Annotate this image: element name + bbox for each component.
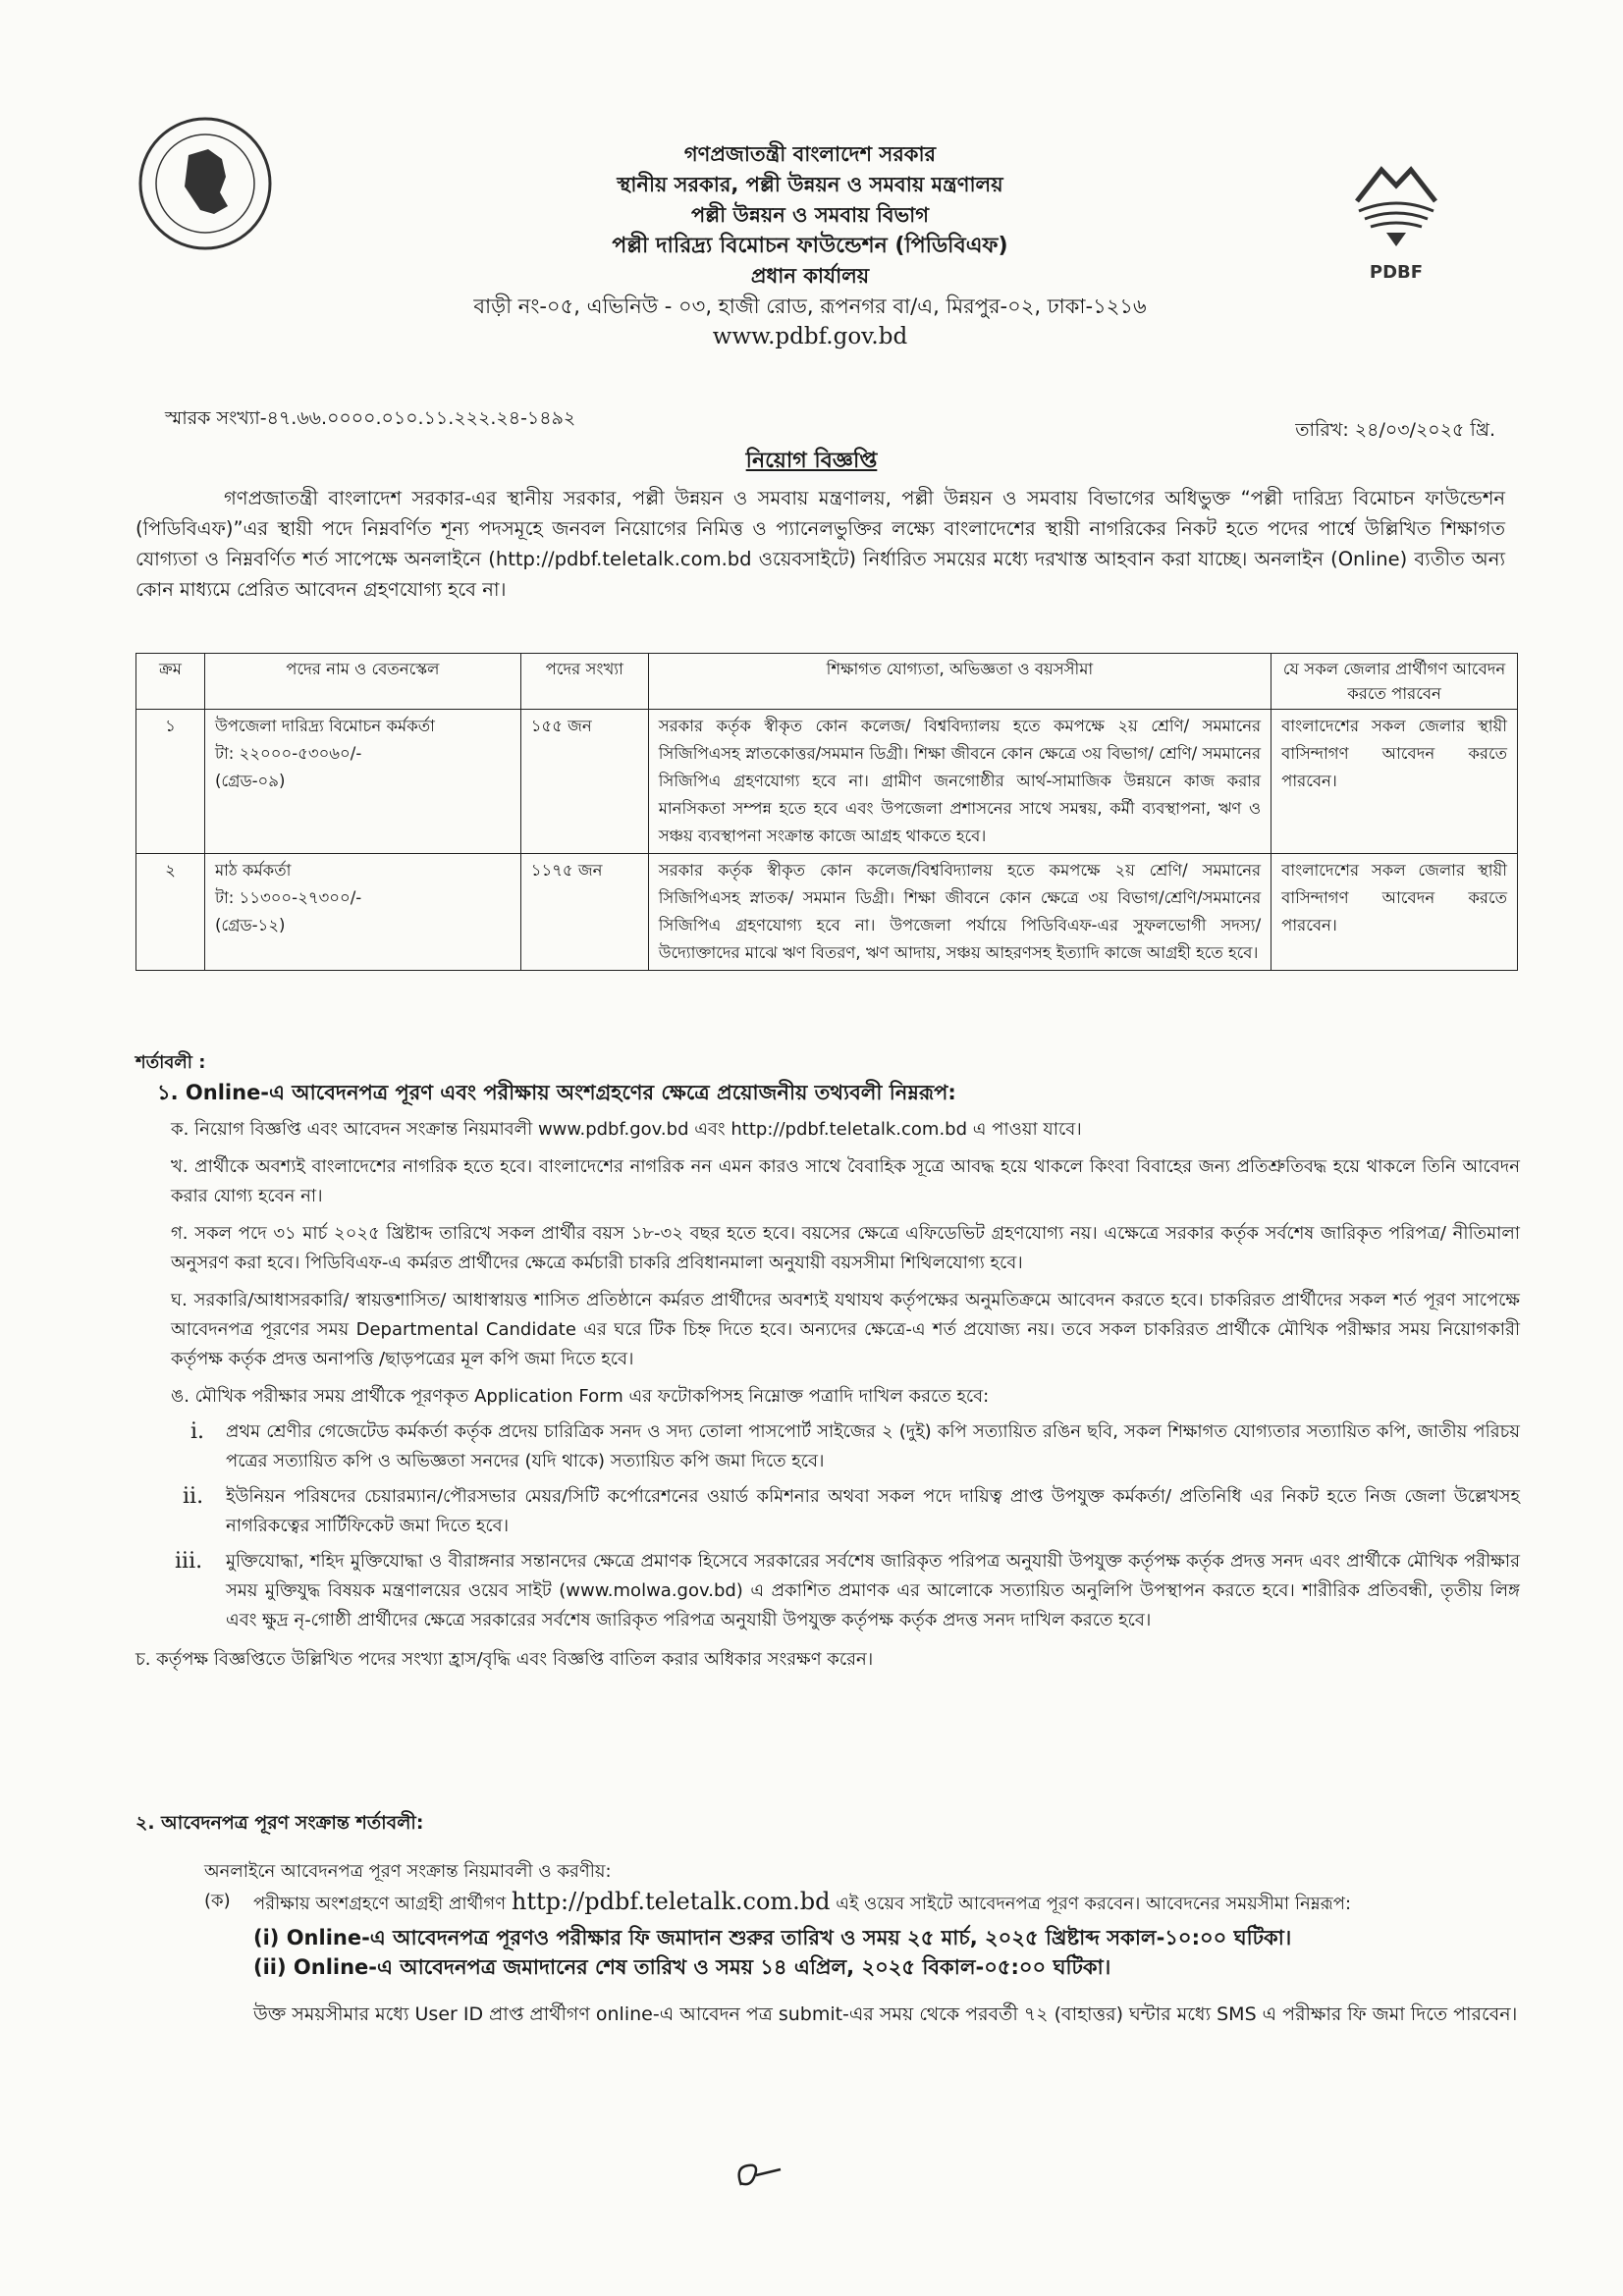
signature-mark-icon bbox=[727, 2148, 795, 2192]
pdbf-logo-text: PDBF bbox=[1369, 262, 1424, 283]
header-address: বাড়ী নং-০৫, এভিনিউ - ০৩, হাজী রোড, রূপনগর বা/এ, মিরপুর-০২, ঢাকা-১২১৬ bbox=[473, 294, 1147, 318]
col-qualification: শিক্ষাগত যোগ্যতা, অভিজ্ঞতা ও বয়সসীমা bbox=[648, 654, 1271, 710]
header-line-5: প্রধান কার্যালয় bbox=[750, 264, 870, 288]
post-name: মাঠ কর্মকর্তা bbox=[214, 861, 292, 880]
notice-date: তারিখ: ২৪/০৩/২০২৫ খ্রি. bbox=[1295, 419, 1495, 441]
deadline-start: (i) Online-এ আবেদনপত্র পূরণও পরীক্ষার ফি জমাদান শুরুর তারিখ ও সময় ২৫ মার্চ, ২০২৫ খ্রিষ্টাব্দ সকাল-১০:০০ ঘটিকা। bbox=[253, 1926, 1292, 1949]
teletalk-link[interactable]: http://pdbf.teletalk.com.bd bbox=[511, 1888, 831, 1915]
section-1 bbox=[135, 1078, 1520, 1675]
term-gha: ঘ. সরকারি/আধাসরকারি/ স্বায়ত্তশাসিত/ আধাস্বায়ত্ত শাসিত প্রতিষ্ঠানে কর্মরত প্রার্থীদের অবশ্যই যথাযথ কর্তৃপক্ষের অনুমতিক্রমে আবেদন করতে হবে। চাকরিরত প্রার্থীদের সকল শর্ত পূরণ সাপেক্ষে আবেদনপত্র পূরণের সময় Departmental Candidate এর ঘরে টিক চিহ্ন দিতে হবে। অন্যদের ক্ষেত্রে-এ শর্ত প্রযোজ্য নয়। তবে সকল চাকরিরত প্রার্থীকে মৌখিক পরীক্ষার সময় নিয়োগকারী কর্তৃপক্ষ কর্তৃক প্রদত্ত অনাপত্তি /ছাড়পত্রের মূল কপি জমা দিতে হবে। bbox=[171, 1290, 1520, 1369]
row-count: ১৫৫ জন bbox=[520, 710, 648, 854]
header-organization: পল্লী দারিদ্র্য বিমোচন ফাউন্ডেশন (পিডিবিএফ) bbox=[612, 234, 1008, 258]
section-2-heading: ২. আবেদনপত্র পূরণ সংক্রান্ত শর্তাবলী: bbox=[135, 1812, 424, 1834]
post-grade: (গ্রেড-০৯) bbox=[214, 772, 286, 790]
table-row bbox=[136, 854, 1518, 971]
pdbf-logo-icon bbox=[1337, 162, 1455, 285]
table-row bbox=[136, 710, 1518, 854]
term-ga: গ. সকল পদে ৩১ মার্চ ২০২৫ খ্রিষ্টাব্দ তারিখে সকল প্রার্থীর বয়স ১৮-৩২ বছর হতে হবে। বয়সের ক্ষেত্রে এফিডেভিট গ্রহণযোগ্য নয়। এক্ষেত্রে সরকার কর্তৃক সর্বশেষ জারিকৃত পরিপত্র/ নীতিমালা অনুসরণ করা হবে। পিডিবিএফ-এ কর্মরত প্রার্থীদের ক্ষেত্রে কর্মচারী চাকরি প্রবিধানমালা অনুযায়ী বয়সসীমা শিথিলযোগ্য হবে। bbox=[171, 1223, 1520, 1273]
row-post bbox=[204, 854, 520, 971]
row-serial: ২ bbox=[136, 854, 205, 971]
section-2-ka-label: (ক) bbox=[204, 1891, 231, 1911]
intro-paragraph: গণপ্রজাতন্ত্রী বাংলাদেশ সরকার-এর স্থানীয় সরকার, পল্লী উন্নয়ন ও সমবায় মন্ত্রণালয়, পল্লী উন্নয়ন ও সমবায় বিভাগের অধিভুক্ত “পল্লী দারিদ্র্য বিমোচন ফাউন্ডেশন (পিডিবিএফ)”এর স্থায়ী পদে নিম্নবর্ণিত শূন্য পদসমূহে জনবল নিয়োগের নিমিত্ত ও প্যানেলভুক্তির লক্ষ্যে বাংলাদেশের স্থায়ী নাগরিকের নিকট হতে পদের পার্শ্বে উল্লিখিত শিক্ষাগত যোগ্যতা ও নিম্নবর্ণিত শর্ত সাপেক্ষে অনলাইনে (http://pdbf.teletalk.com.bd ওয়েবসাইটে) নির্ধারিত সময়ের মধ্যে দরখাস্ত আহবান করা যাচ্ছে। অনলাইন (Online) ব্যতীত অন্য কোন মাধ্যমে প্রেরিত আবেদন গ্রহণযোগ্য হবে না। bbox=[135, 487, 1505, 601]
post-name: উপজেলা দারিদ্র্য বিমোচন কর্মকর্তা bbox=[214, 717, 435, 735]
roman-numeral: i. bbox=[190, 1419, 205, 1444]
term-umo-i-text: প্রথম শ্রেণীর গেজেটেড কর্মকর্তা কর্তৃক প্রদেয় চারিত্রিক সনদ ও সদ্য তোলা পাসপোর্ট সাইজের ২ (দুই) কপি সত্যায়িত রঙিন ছবি, সকল শিক্ষাগত যোগ্যতার সত্যায়িত কপি, জাতীয় পরিচয় পত্রের সত্যায়িত কপি ও অভিজ্ঞতা সনদের (যদি থাকে) সত্যায়িত কপি জমা দিতে হবে। bbox=[226, 1421, 1520, 1471]
vacancy-table bbox=[135, 653, 1518, 971]
section-1-heading: ১. Online-এ আবেদনপত্র পূরণ এবং পরীক্ষায় অংশগ্রহণের ক্ষেত্রে প্রয়োজনীয় তথ্যবলী নিম্নরূপ: bbox=[157, 1081, 956, 1104]
term-umo-i bbox=[135, 1417, 1520, 1476]
section-2-ka bbox=[135, 1887, 1520, 1919]
term-cha: চ. কর্তৃপক্ষ বিজ্ঞপ্তিতে উল্লিখিত পদের সংখ্যা হ্রাস/বৃদ্ধি এবং বিজ্ঞপ্তি বাতিল করার অধিকার সংরক্ষণ করেন। bbox=[135, 1649, 874, 1670]
deadline-end: (ii) Online-এ আবেদনপত্র জমাদানের শেষ তারিখ ও সময় ১৪ এপ্রিল, ২০২৫ বিকাল-০৫:০০ ঘটিকা। bbox=[253, 1955, 1111, 1979]
col-districts: যে সকল জেলার প্রার্থীগণ আবেদন করতে পারবেন bbox=[1271, 654, 1518, 710]
header-line-2: স্থানীয় সরকার, পল্লী উন্নয়ন ও সমবায় মন্ত্রণালয় bbox=[617, 173, 1003, 196]
row-post bbox=[204, 710, 520, 854]
section-2-sub: অনলাইনে আবেদনপত্র পূরণ সংক্রান্ত নিয়মাবলী ও করণীয়: bbox=[204, 1861, 612, 1882]
section-2-ka-post: এই ওয়েব সাইটে আবেদনপত্র পূরণ করবেন। আবেদনের সময়সীমা নিম্নরূপ: bbox=[836, 1894, 1352, 1914]
roman-numeral: iii. bbox=[175, 1549, 203, 1574]
row-qualification: সরকার কর্তৃক স্বীকৃত কোন কলেজ/ বিশ্ববিদ্যালয় হতে কমপক্ষে ২য় শ্রেণি/ সমমানের সিজিপিএসহ স্নাতকোত্তর/সমমান ডিগ্রী। শিক্ষা জীবনে কোন ক্ষেত্রে ৩য় বিভাগ/ শ্রেণি/ সমমানের সিজিপিএ গ্রহণযোগ্য হবে না। গ্রামীণ জনগোষ্ঠীর আর্থ-সামাজিক উন্নয়নে কাজ করার মানসিকতা সম্পন্ন হতে হবে এবং উপজেলা প্রশাসনের সাথে সমন্বয়, কর্মী ব্যবস্থাপনা, ঋণ ও সঞ্চয় ব্যবস্থাপনা সংক্রান্ত কাজে আগ্রহ থাকতে হবে। bbox=[648, 710, 1271, 854]
term-umo-ii bbox=[135, 1482, 1520, 1541]
row-serial: ১ bbox=[136, 710, 205, 854]
section-2 bbox=[135, 1808, 1520, 2029]
col-serial: ক্রম bbox=[136, 654, 205, 710]
post-pay: টা: ১১৩০০-২৭৩০০/- bbox=[214, 888, 362, 907]
table-header-row bbox=[136, 654, 1518, 710]
col-count: পদের সংখ্যা bbox=[520, 654, 648, 710]
term-umo-iii-text: মুক্তিযোদ্ধা, শহিদ মুক্তিযোদ্ধা ও বীরাঙ্গনার সন্তানদের ক্ষেত্রে প্রমাণক হিসেবে সরকারের সর্বশেষ জারিকৃত পরিপত্র অনুযায়ী উপযুক্ত কর্তৃপক্ষ কর্তৃক প্রদত্ত সনদ এবং প্রার্থীকে মৌখিক পরীক্ষার সময় মুক্তিযুদ্ধ বিষয়ক মন্ত্রণালয়ের ওয়েব সাইট (www.molwa.gov.bd) এ প্রকাশিত প্রমাণক এর আলোকে সত্যায়িত অনুলিপি উপস্থাপন করতে হবে। শারীরিক প্রতিবন্ধী, তৃতীয় লিঙ্গ এবং ক্ষুদ্র নৃ-গোষ্ঠী প্রার্থীদের ক্ষেত্রে সরকারের সর্বশেষ জারিকৃত পরিপত্র অনুযায়ী উপযুক্ত কর্তৃপক্ষ কর্তৃক প্রদত্ত সনদ দাখিল করতে হবে। bbox=[226, 1551, 1520, 1630]
term-ka: ক. নিয়োগ বিজ্ঞপ্তি এবং আবেদন সংক্রান্ত নিয়মাবলী www.pdbf.gov.bd এবং http://pdbf.teletalk.com.bd এ পাওয়া যাবে। bbox=[171, 1119, 1082, 1140]
memo-number: স্মারক সংখ্যা-৪৭.৬৬.০০০০.০১০.১১.২২২.২৪-১৪৯২ bbox=[165, 407, 576, 429]
term-kha: খ. প্রার্থীকে অবশ্যই বাংলাদেশের নাগরিক হতে হবে। বাংলাদেশের নাগরিক নন এমন কারও সাথে বৈবাহিক সূত্রে আবদ্ধ হয়ে থাকলে কিংবা বিবাহের জন্য প্রতিশ্রুতিবদ্ধ হয়ে থাকলে তিনি আবেদন করার যোগ্য হবেন না। bbox=[171, 1156, 1520, 1206]
letterhead bbox=[295, 139, 1325, 352]
roman-numeral: ii. bbox=[183, 1484, 204, 1509]
row-qualification: সরকার কর্তৃক স্বীকৃত কোন কলেজ/বিশ্ববিদ্যালয় হতে কমপক্ষে ২য় শ্রেণি/ সমমানের সিজিপিএসহ স্নাতক/ সমমান ডিগ্রী। শিক্ষা জীবনে কোন ক্ষেত্রে ৩য় বিভাগ/শ্রেণি/সমমানের সিজিপিএ গ্রহণযোগ্য হবে না। উপজেলা পর্যায়ে পিডিবিএফ-এর সুফলভোগী সদস্য/ উদ্যোক্তাদের মাঝে ঋণ বিতরণ, ঋণ আদায়, সঞ্চয় আহরণসহ ইত্যাদি কাজে আগ্রহী হতে হবে। bbox=[648, 854, 1271, 971]
terms-title: শর্তাবলী : bbox=[135, 1052, 206, 1073]
section-2-ka-pre: পরীক্ষায় অংশগ্রহণে আগ্রহী প্রার্থীগণ bbox=[253, 1894, 507, 1914]
notice-title: নিয়োগ বিজ্ঞপ্তি bbox=[745, 449, 878, 473]
government-seal-icon bbox=[137, 116, 273, 251]
term-umo: ঙ. মৌখিক পরীক্ষার সময় প্রার্থীকে পূরণকৃত Application Form এর ফটোকপিসহ নিম্নোক্ত পত্রাদি দাখিল করতে হবে: bbox=[171, 1386, 990, 1407]
row-count: ১১৭৫ জন bbox=[520, 854, 648, 971]
header-line-3: পল্লী উন্নয়ন ও সমবায় বিভাগ bbox=[690, 203, 930, 227]
col-post: পদের নাম ও বেতনস্কেল bbox=[204, 654, 520, 710]
header-website[interactable]: www.pdbf.gov.bd bbox=[712, 324, 908, 349]
header-line-1: গণপ্রজাতন্ত্রী বাংলাদেশ সরকার bbox=[683, 142, 937, 166]
term-umo-ii-text: ইউনিয়ন পরিষদের চেয়ারম্যান/পৌরসভার মেয়র/সিটি কর্পোরেশনের ওয়ার্ড কমিশনার অথবা সকল পদে দায়িত্ব প্রাপ্ত উপযুক্ত কর্মকর্তা/ প্রতিনিধি এর নিকট হতে নিজ জেলা উল্লেখসহ নাগরিকত্বের সার্টিফিকেট জমা দিতে হবে। bbox=[226, 1486, 1520, 1536]
term-umo-iii bbox=[135, 1547, 1520, 1635]
post-grade: (গ্রেড-১২) bbox=[214, 916, 286, 934]
row-districts: বাংলাদেশের সকল জেলার স্থায়ী বাসিন্দাগণ আবেদন করতে পারবেন। bbox=[1271, 710, 1518, 854]
fee-note: উক্ত সময়সীমার মধ্যে User ID প্রাপ্ত প্রার্থীগণ online-এ আবেদন পত্র submit-এর সময় থেকে পরবর্তী ৭২ (বাহাত্তর) ঘন্টার মধ্যে SMS এ পরীক্ষার ফি জমা দিতে পারবেন। bbox=[253, 2003, 1518, 2025]
post-pay: টা: ২২০০০-৫৩০৬০/- bbox=[214, 744, 362, 763]
row-districts: বাংলাদেশের সকল জেলার স্থায়ী বাসিন্দাগণ আবেদন করতে পারবেন। bbox=[1271, 854, 1518, 971]
